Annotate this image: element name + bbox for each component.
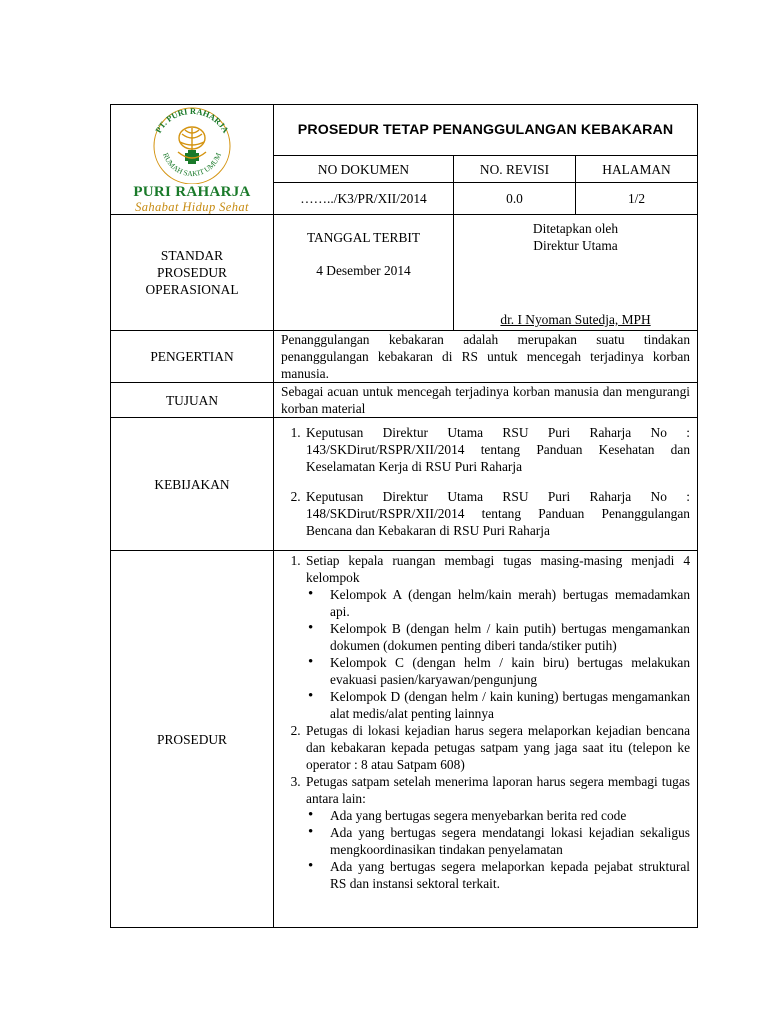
tanggal-terbit-label: TANGGAL TERBIT xyxy=(306,230,421,245)
spo-label-line1: STANDAR xyxy=(160,248,224,263)
tanggal-terbit-cell xyxy=(274,215,454,331)
logo-tagline: Sahabat Hidup Sehat xyxy=(135,199,249,214)
prosedur-label: PROSEDUR xyxy=(111,551,274,928)
kebijakan-label: KEBIJAKAN xyxy=(111,418,274,551)
tugas-item: • Ada yang bertugas segera melaporkan kepada pejabat struktural RS dan instansi sektoral terkait. xyxy=(328,858,690,892)
sop-table xyxy=(110,104,698,928)
document-title: PROSEDUR TETAP PENANGGULANGAN KEBAKARAN xyxy=(274,105,698,156)
ditetapkan-cell xyxy=(454,215,698,331)
halaman-value: 1/2 xyxy=(576,183,698,215)
kelompok-item: • Kelompok C (dengan helm / kain biru) bertugas melakukan evakuasi pasien/karyawan/pengunjung xyxy=(328,654,690,688)
logo-arc-bottom: RUMAH SAKIT UMUM xyxy=(161,150,223,178)
kebijakan-item: 2. Keputusan Direktur Utama RSU Puri Raharja No : 148/SKDirut/RSPR/XII/2014 tentang Panduan Penanggulangan Bencana dan Kebakaran di RSU Puri Raharja xyxy=(304,488,690,539)
tugas-item: • Ada yang bertugas segera mendatangi lokasi kejadian sekaligus mengkoordinasikan tindakan penyelamatan xyxy=(328,824,690,858)
no-revisi-value: 0.0 xyxy=(454,183,576,215)
no-revisi-label: NO. REVISI xyxy=(454,156,576,183)
tujuan-text: Sebagai acuan untuk mencegah terjadinya korban manusia dan mengurangi korban material xyxy=(274,383,698,418)
ditetapkan-line1: Ditetapkan oleh xyxy=(532,221,619,236)
tanggal-terbit-value: 4 Desember 2014 xyxy=(316,263,411,278)
prosedur-step-text: Petugas satpam setelah menerima laporan harus segera membagi tugas antara lain: xyxy=(306,774,691,806)
pengertian-text: Penanggulangan kebakaran adalah merupakan suatu tindakan penanggulangan kebakaran di RS untuk mencegah terjadinya korban manusia. xyxy=(274,331,698,383)
spo-label-line3: OPERASIONAL xyxy=(145,282,239,297)
tugas-item: • Ada yang bertugas segera menyebarkan berita red code xyxy=(328,807,690,824)
sop-document xyxy=(110,104,697,928)
prosedur-step: 2. Petugas di lokasi kejadian harus segera melaporkan kejadian bencana dan kebakaran kepada petugas satpam yang jaga saat itu (telepon ke operator : 8 atau Satpam 608) xyxy=(304,722,690,773)
kelompok-item: • Kelompok A (dengan helm/kain merah) bertugas memadamkan api. xyxy=(328,586,690,620)
hospital-logo-emblem xyxy=(142,106,242,184)
kelompok-item: • Kelompok D (dengan helm / kain kuning) bertugas mengamankan alat medis/alat penting lainnya xyxy=(328,688,690,722)
signer-name: dr. I Nyoman Sutedja, MPH xyxy=(500,312,651,327)
logo-arc-top: PT. PURI RAHARJA xyxy=(152,105,231,135)
kebijakan-list xyxy=(274,424,690,539)
pengertian-label: PENGERTIAN xyxy=(111,331,274,383)
kebijakan-cell xyxy=(274,418,698,551)
spo-label-cell xyxy=(111,215,274,331)
prosedur-step-text: Setiap kepala ruangan membagi tugas masing-masing menjadi 4 kelompok xyxy=(306,553,691,585)
kebijakan-item: 1. Keputusan Direktur Utama RSU Puri Raharja No : 143/SKDirut/RSPR/XII/2014 tentang Panduan Kesehatan dan Keselamatan Kerja di RSU Puri Raharja xyxy=(304,424,690,475)
prosedur-step xyxy=(304,773,690,892)
logo-cell xyxy=(111,105,274,215)
prosedur-list xyxy=(274,552,690,892)
kelompok-list xyxy=(306,586,690,722)
tugas-satpam-list xyxy=(306,807,690,892)
kelompok-item: • Kelompok B (dengan helm / kain putih) bertugas mengamankan dokumen (dokumen penting diberi tanda/stiker putih) xyxy=(328,620,690,654)
ditetapkan-line2: Direktur Utama xyxy=(533,238,618,253)
spo-label-line2: PROSEDUR xyxy=(157,265,227,280)
prosedur-cell xyxy=(274,551,698,928)
tujuan-label: TUJUAN xyxy=(111,383,274,418)
no-dokumen-label: NO DOKUMEN xyxy=(274,156,454,183)
logo-brand-name: PURI RAHARJA xyxy=(133,183,251,200)
halaman-label: HALAMAN xyxy=(576,156,698,183)
no-dokumen-value: ……../K3/PR/XII/2014 xyxy=(274,183,454,215)
prosedur-step xyxy=(304,552,690,722)
